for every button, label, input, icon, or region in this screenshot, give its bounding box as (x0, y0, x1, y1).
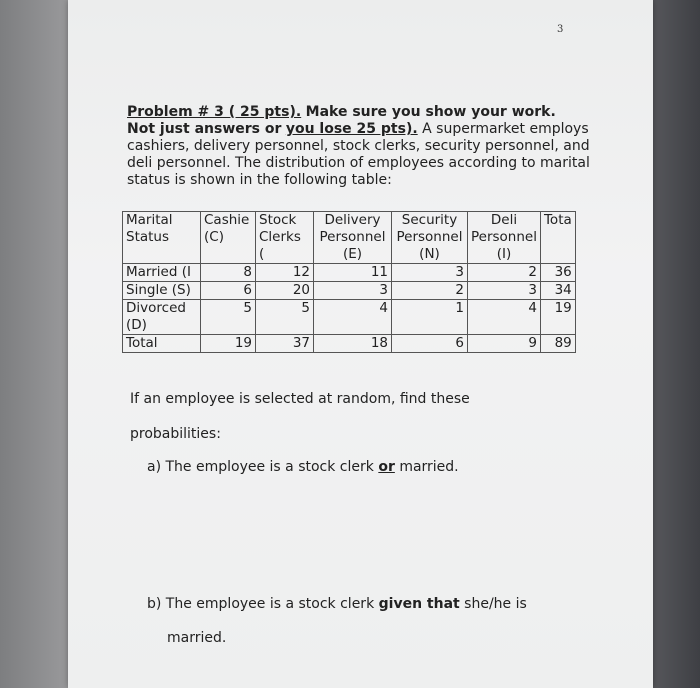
header-total: Tota (540, 212, 575, 264)
problem-heading: Problem # 3 ( 25 pts). (127, 104, 302, 120)
cell: 1 (392, 300, 468, 335)
cell: 37 (256, 335, 314, 353)
problem-body: A supermarket employs cashiers, delivery personnel, stock clerks, security personnel, and deli personnel. The distribution of employees according to marital status is shown in the following table: (127, 121, 590, 188)
question-a-prefix: a) The employee is a stock clerk (147, 459, 374, 475)
cell: 6 (201, 282, 256, 300)
cell: 5 (256, 300, 314, 335)
cell: 9 (468, 335, 541, 353)
table-row (123, 264, 576, 282)
cell: 2 (468, 264, 541, 282)
row-label: Single (S) (123, 282, 201, 300)
header-security: Security Personnel (N) (392, 212, 468, 264)
page-number: 3 (557, 24, 564, 35)
cell: 3 (314, 282, 392, 300)
problem-instruction-2-underlined: you lose 25 pts). (285, 121, 418, 137)
cell: 19 (540, 300, 575, 335)
problem-instruction-1: Make sure you show your work. (305, 104, 556, 120)
header-delivery: Delivery Personnel (E) (314, 212, 392, 264)
cell: 4 (314, 300, 392, 335)
question-b-suffix: she/he is (464, 596, 527, 612)
table-header-row (123, 212, 576, 264)
question-intro-2: probabilities: (130, 426, 221, 442)
cell: 19 (201, 335, 256, 353)
question-a (147, 459, 459, 475)
question-b (147, 596, 527, 612)
problem-instruction-2: Not just answers or (127, 121, 282, 137)
cell: 18 (314, 335, 392, 353)
header-deli: Deli Personnel (I) (468, 212, 541, 264)
cell: 20 (256, 282, 314, 300)
background-right (645, 0, 700, 688)
header-marital-status: Marital Status (123, 212, 201, 264)
row-label: Total (123, 335, 201, 353)
cell: 6 (392, 335, 468, 353)
distribution-table (122, 211, 576, 353)
cell: 12 (256, 264, 314, 282)
cell: 5 (201, 300, 256, 335)
question-b-bold: given that (378, 596, 460, 612)
table-row-total (123, 335, 576, 353)
question-a-suffix: married. (399, 459, 459, 475)
question-intro-1: If an employee is selected at random, find these (130, 391, 470, 407)
question-b-prefix: b) The employee is a stock clerk (147, 596, 375, 612)
question-b-line2: married. (167, 630, 227, 646)
cell: 36 (540, 264, 575, 282)
cell: 11 (314, 264, 392, 282)
cell: 8 (201, 264, 256, 282)
header-cashier: Cashie (C) (201, 212, 256, 264)
cell: 3 (468, 282, 541, 300)
problem-statement (127, 104, 597, 189)
cell: 34 (540, 282, 575, 300)
row-label: Divorced (D) (123, 300, 201, 335)
cell: 89 (540, 335, 575, 353)
header-stock-clerks: Stock Clerks ( (256, 212, 314, 264)
cell: 3 (392, 264, 468, 282)
background-left (0, 0, 70, 688)
table-row (123, 300, 576, 335)
table-row (123, 282, 576, 300)
cell: 2 (392, 282, 468, 300)
cell: 4 (468, 300, 541, 335)
question-a-or: or (378, 459, 395, 475)
row-label: Married (I (123, 264, 201, 282)
